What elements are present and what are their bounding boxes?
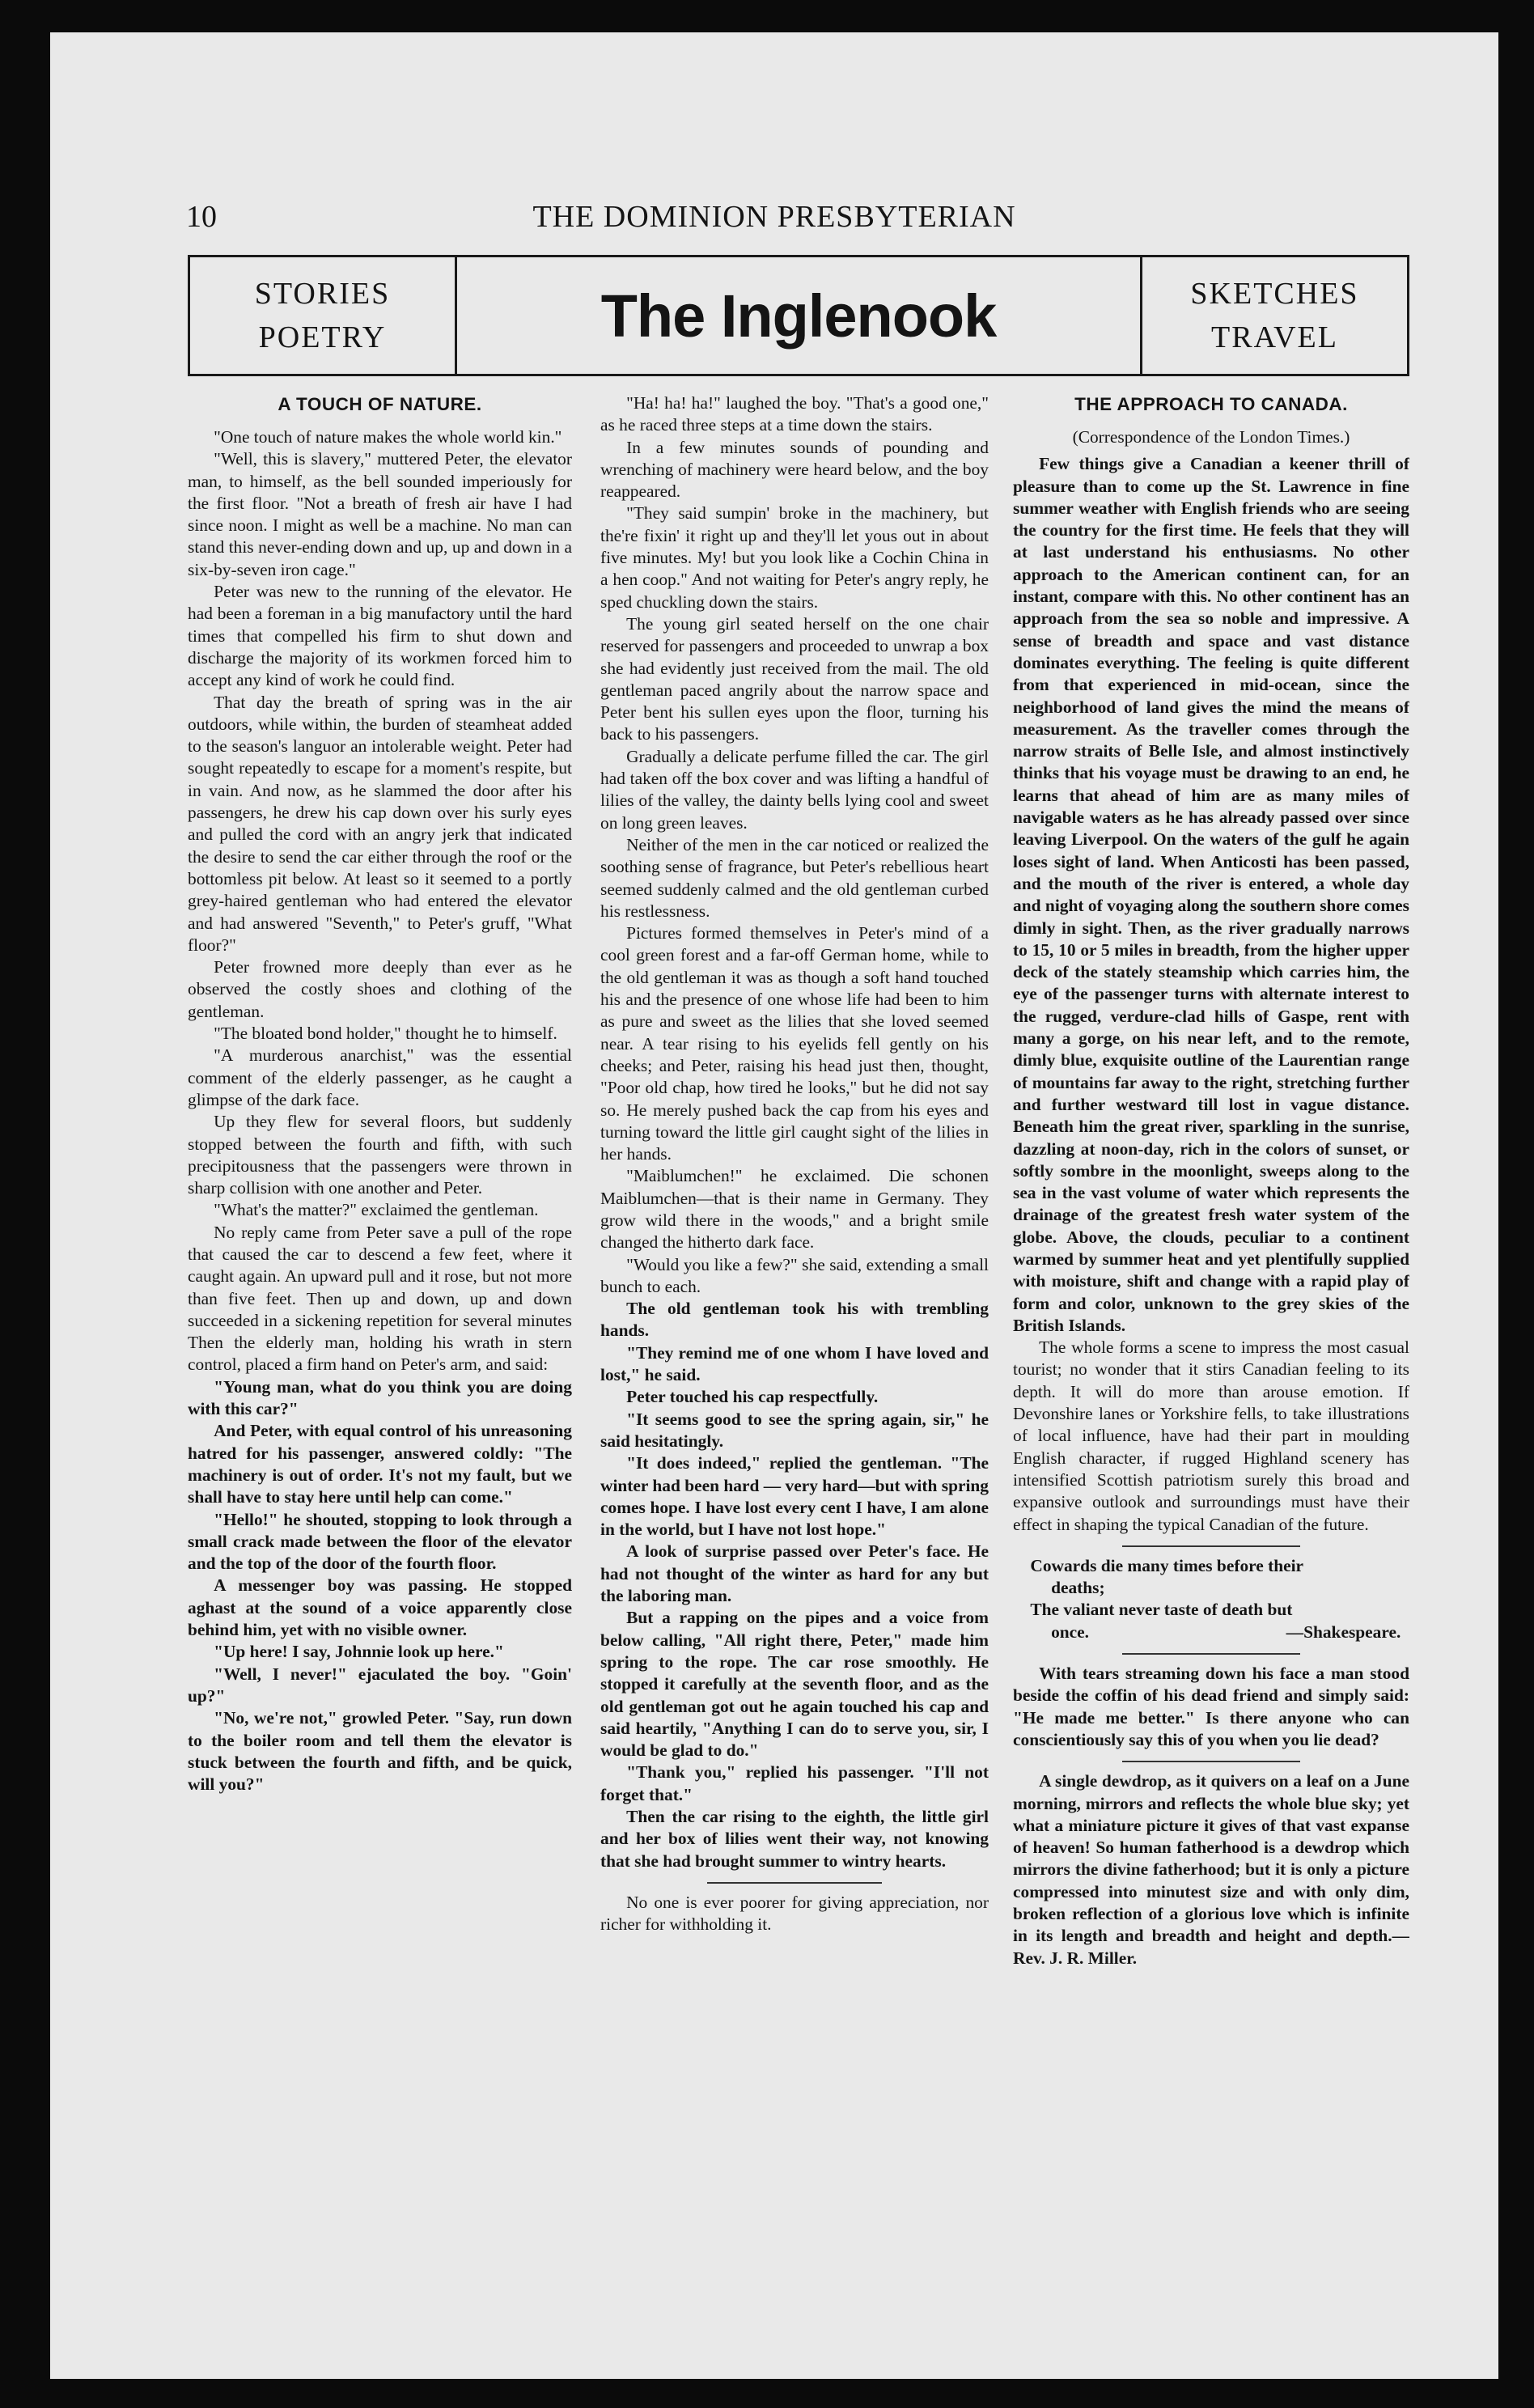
story-paragraph: "What's the matter?" exclaimed the gentleman. bbox=[214, 1200, 539, 1220]
masthead: THE DOMINION PRESBYTERIAN bbox=[532, 200, 1016, 234]
story-paragraph: Peter frowned more deeply than ever as he observed the costly shoes and clothing of the gentleman. bbox=[188, 957, 572, 1021]
filler-note: No one is ever poorer for giving appreciation, nor richer for withholding it. bbox=[600, 1892, 989, 1935]
story-paragraph: In a few minutes sounds of pounding and wrenching of machinery were heard below, and the boy reappeared. bbox=[600, 437, 989, 502]
story-paragraph: "It does indeed," replied the gentleman. "The winter had been hard — very hard—but with spring comes hope. I have lost every cent I have, I am alone in the world, but I have not lost hope." bbox=[600, 1453, 989, 1540]
story-paragraph: The old gentleman took his with trembling hands. bbox=[600, 1299, 989, 1341]
story-paragraph: That day the breath of spring was in the air outdoors, while within, the burden of steamheat added to the season's languor an intolerable weight. Peter had sought repeatedly to escape for a moment's respite, but in vain. And now, as he slammed the door after his passengers, he drew his cap down over his surly eyes and pulled the cord with an angry jerk that indicated the desire to send the car either through the roof or the bottomless pit below. At least so it seemed to a portly grey-haired gentleman who had entered the elevator and had answered "Seventh," to Peter's gruff, "What floor?" bbox=[188, 692, 572, 955]
article-paragraph: The whole forms a scene to impress the most casual tourist; no wonder that it stirs Canadian feeling to its depth. It will do more than arouse emotion. If Devonshire lanes or Yorkshire fells, to take illustrations of local influence, have had their part in moulding English character, if rugged Highland scenery has intensified Scottish patriotism surely this broad and expansive outlook and surroundings must have their effect in shaping the typical Canadian of the future. bbox=[1013, 1338, 1409, 1534]
section-header-box bbox=[188, 255, 1409, 376]
story-paragraph: Gradually a delicate perfume filled the car. The girl had taken off the box cover and was lifting a handful of lilies of the valley, the dainty bells lying cool and sweet on long green leaves. bbox=[600, 746, 989, 833]
page-content bbox=[50, 32, 1498, 2379]
section-title: The Inglenook bbox=[600, 282, 997, 350]
story-paragraph: "No, we're not," growled Peter. "Say, run down to the boiler room and tell them the elevator is stuck between the fourth and fifth, and be quick, will you?" bbox=[188, 1708, 572, 1795]
story-paragraph: "The bloated bond holder," thought he to himself. bbox=[214, 1024, 557, 1044]
story-paragraph: A look of surprise passed over Peter's face. He had not thought of the winter as hard for any but the laboring man. bbox=[600, 1541, 989, 1606]
quote-line: The valiant never taste of death but bbox=[1030, 1600, 1293, 1620]
story-paragraph: "Up here! I say, Johnnie look up here." bbox=[214, 1642, 504, 1662]
divider bbox=[1122, 1653, 1301, 1655]
divider bbox=[707, 1882, 882, 1884]
story-paragraph: Neither of the men in the car noticed or realized the soothing sense of fragrance, but Peter's rebellious heart seemed suddenly calmed and the old gentleman curbed his restlessness. bbox=[600, 834, 989, 921]
story-paragraph: "Would you like a few?" she said, extending a small bunch to each. bbox=[600, 1254, 989, 1296]
header-label-poetry: POETRY bbox=[258, 320, 387, 354]
story-paragraph: Then the car rising to the eighth, the little girl and her box of lilies went their way, not knowing that she had brought summer to wintry hearts. bbox=[600, 1807, 989, 1871]
story-paragraph: "Young man, what do you think you are doing with this car?" bbox=[188, 1376, 572, 1419]
story-paragraph: "Hello!" he shouted, stopping to look through a small crack made between the floor of the elevator and the top of the door of the fourth floor. bbox=[188, 1509, 572, 1574]
divider bbox=[1122, 1761, 1301, 1762]
story-paragraph: Peter was new to the running of the elevator. He had been a foreman in a big manufactory until the hard times that compelled his firm to shut down and discharge the majority of its workmen forced him to accept any kind of work he could find. bbox=[188, 582, 572, 690]
story-paragraph: Pictures formed themselves in Peter's mind of a cool green forest and a far-off German home, while to the old gentleman it was as though a soft hand touched his and the presence of one whose life had been to him as pure and sweet as the lilies that she loved seemed near. A tear rising to his eyelids fell gently on his cheeks; and Peter, raising his head just then, thought, "Poor old chap, how tired he looks," but he did not say so. He merely pushed back the cap from his eyes and turning toward the little girl caught sight of the lilies in her hands. bbox=[600, 923, 989, 1164]
quote-line-continuation: deaths; bbox=[1051, 1578, 1105, 1598]
story-paragraph: "One touch of nature makes the whole world kin." bbox=[214, 427, 562, 447]
quote-line-continuation bbox=[1013, 1622, 1409, 1643]
column-1 bbox=[188, 392, 572, 2330]
article-source: (Correspondence of the London Times.) bbox=[1072, 427, 1350, 447]
bold-text-block bbox=[1013, 453, 1409, 1337]
story-paragraph: Up they flew for several floors, but suddenly stopped between the fourth and fifth, with such precipitousness that the passengers were thrown in sharp collision with one another and Peter. bbox=[188, 1112, 572, 1198]
filler-paragraph: A single dewdrop, as it quivers on a leaf on a June morning, mirrors and reflects the whole blue sky; yet what a miniature picture it gives of that vast expanse of heaven! So human fatherhood is a dewdrop which mirrors the divine fatherhood; but it is only a picture compressed into minutest size and with only dim, broken reflection of a glorious love which is infinite in its length and breadth and height and depth.—Rev. J. R. Miller. bbox=[1013, 1771, 1409, 1968]
story-paragraph: The young girl seated herself on the one chair reserved for passengers and proceeded to unwrap a box she had evidently just received from the mail. The old gentleman paced angrily about the narrow space and Peter bent his sullen eyes upon the floor, turning his back to his passengers. bbox=[600, 613, 989, 744]
page-number: 10 bbox=[186, 200, 217, 234]
header-label-sketches: SKETCHES bbox=[1190, 277, 1359, 311]
story-paragraph: "They remind me of one whom I have loved and lost," he said. bbox=[600, 1342, 989, 1385]
story-paragraph: Peter touched his cap respectfully. bbox=[626, 1387, 879, 1407]
story-paragraph: "Well, I never!" ejaculated the boy. "Goin' up?" bbox=[188, 1664, 572, 1706]
divider bbox=[1122, 1545, 1301, 1547]
shakespeare-quote bbox=[1013, 1555, 1409, 1643]
filler-paragraph: With tears streaming down his face a man stood beside the coffin of his dead friend and simply said: "He made me better." Is there anyone who can conscientiously say this of you when you lie dead? bbox=[1013, 1664, 1409, 1749]
bold-text-block bbox=[188, 1376, 572, 1796]
quote-line-end: once. bbox=[1051, 1622, 1090, 1642]
header-label-travel: TRAVEL bbox=[1211, 320, 1338, 354]
quote-attribution: —Shakespeare. bbox=[1286, 1622, 1401, 1642]
story-paragraph: No reply came from Peter save a pull of the rope that caused the car to descend a few feet, where it caught again. An upward pull and it rose, but not more than five feet. Then up and down, up and down succeeded in a sickening repetition for several minutes Then the elderly man, holding his wrath in stern control, placed a firm hand on Peter's arm, and said: bbox=[188, 1222, 572, 1375]
column-2 bbox=[600, 392, 989, 2330]
header-label-stories: STORIES bbox=[254, 277, 391, 311]
newspaper-page bbox=[50, 32, 1498, 2379]
story-paragraph: "Maiblumchen!" he exclaimed. Die schonen Maiblumchen—that is their name in Germany. They grow wild there in the woods," and a bright smile changed the hitherto dark face. bbox=[600, 1166, 989, 1253]
story-paragraph: But a rapping on the pipes and a voice from below calling, "All right there, Peter," made him spring to the rope. The car rose smoothly. He stopped it carefully at the seventh floor, and as the old gentleman got out he again touched his cap and said heartily, "Anything I can do to serve you, sir, I would be glad to do." bbox=[600, 1608, 989, 1761]
bold-text-block bbox=[1013, 1770, 1409, 1969]
bold-text-block bbox=[1013, 1663, 1409, 1751]
bold-text-block bbox=[600, 1298, 989, 1872]
article-title: THE APPROACH TO CANADA. bbox=[1074, 394, 1348, 414]
story-paragraph: "Well, this is slavery," muttered Peter, the elevator man, to himself, as the bell sounded imperiously for the first floor. "Not a breath of fresh air have I had since noon. I might as well be a machine. No man can stand this never-ending down and up, up and down in a six-by-seven iron cage." bbox=[188, 449, 572, 579]
story-paragraph: "A murderous anarchist," was the essential comment of the elderly passenger, as he caught a glimpse of the dark face. bbox=[188, 1045, 572, 1109]
story-paragraph: "Thank you," replied his passenger. "I'll not forget that." bbox=[600, 1762, 989, 1804]
story-paragraph: "It seems good to see the spring again, sir," he said hesitatingly. bbox=[600, 1409, 989, 1451]
story-paragraph: "They said sumpin' broke in the machinery, but the're fixin' it right up and they'll let yous out in about five minutes. My! but you look like a Cochin China in a hen coop." And not waiting for Peter's angry reply, he sped chuckling down the stairs. bbox=[600, 503, 989, 612]
article-paragraph: Few things give a Canadian a keener thrill of pleasure than to come up the St. Lawrence in fine summer weather with English friends who are seeing the country for the first time. He feels that they will at last understand his enthusiasms. No other approach to the American continent can, for an instant, compare with this. No other continent has an approach from the sea so noble and impressive. A sense of breadth and space and vast distance dominates everything. The feeling is quite different from that experienced in mid-ocean, since the neighborhood of land gives the mind the means of measurement. As the traveller comes through the narrow straits of Belle Isle, and almost instinctively thinks that his voyage must be drawing to an end, he learns that ahead of him are as many miles of navigable waters as he has already passed over since leaving Liverpool. On the waters of the gulf he again loses sight of land. When Anticosti has been passed, and the mouth of the river is entered, a whole day and night of voyaging along the southern shore comes dimly in sight. Then, as the river gradually narrows to 15, 10 or 5 miles in breadth, from the higher upper deck of the stately steamship which carries him, the eye of the passenger turns with alternate interest to the rugged, verdure-clad hills of Gaspe, rent with many a gorge, on his near left, and to the remote, dimly blue, exquisite outline of the Laurentian range of mountains far away to the right, stretching further and further westward till lost in vague distance. Beneath him the great river, sparkling in the sunrise, dazzling at noon-day, rich in the colors of sunset, or softly sombre in the moonlight, sweeps along to the sea in the vast volume of water which represents the drainage of the greatest fresh water system of the globe. Above, the clouds, peculiar to a continent warmed by summer heat and yet plentifully supplied with moisture, shift and change with a rapid play of form and color, unknown to the grey skies of the British Islands. bbox=[1013, 454, 1409, 1335]
story-paragraph: A messenger boy was passing. He stopped aghast at the sound of a voice apparently close behind him, yet with no visible owner. bbox=[188, 1575, 572, 1640]
story-paragraph: "Ha! ha! ha!" laughed the boy. "That's a good one," as he raced three steps at a time down the stairs. bbox=[600, 393, 989, 435]
column-3 bbox=[1013, 392, 1409, 2330]
story-title: A TOUCH OF NATURE. bbox=[278, 394, 482, 414]
header-right-panel bbox=[1140, 257, 1407, 374]
header-left-panel bbox=[190, 257, 457, 374]
quote-line: Cowards die many times before their bbox=[1030, 1555, 1304, 1575]
story-paragraph: And Peter, with equal control of his unreasoning hatred for his passenger, answered coldly: "The machinery is out of order. It's not my fault, but we shall have to stay here until help can come." bbox=[188, 1421, 572, 1507]
